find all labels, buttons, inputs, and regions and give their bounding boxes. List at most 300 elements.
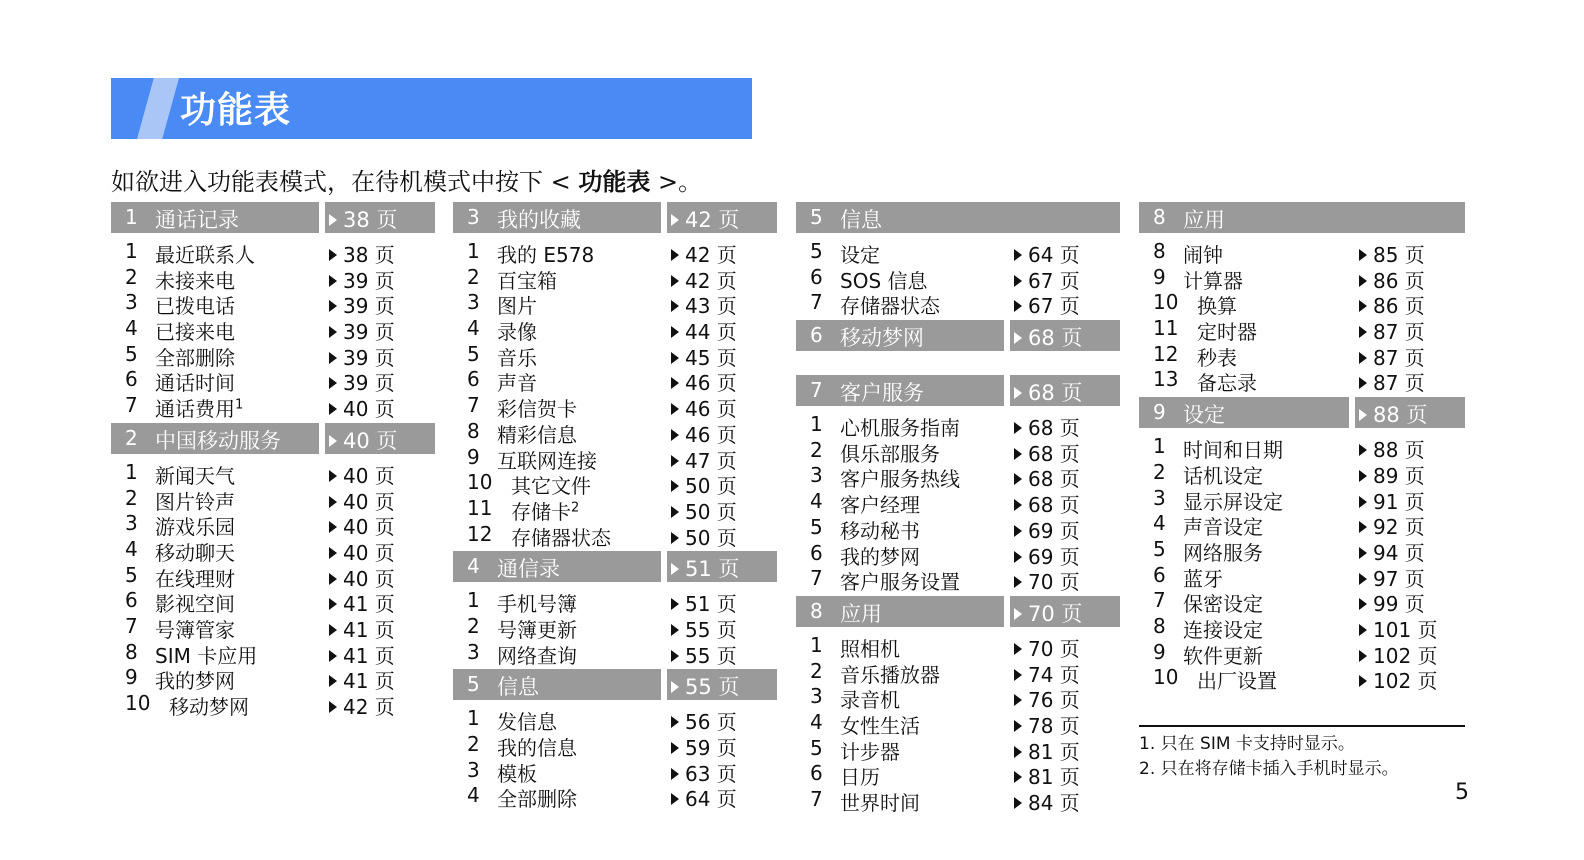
item-number: 4 <box>810 709 823 734</box>
menu-item <box>453 290 777 319</box>
item-label: 换算 <box>1197 294 1237 319</box>
item-number: 7 <box>467 393 480 418</box>
item-number: 3 <box>125 511 138 536</box>
item-page: 40 页 <box>329 460 395 489</box>
arrow-right-icon <box>329 300 337 312</box>
item-number: 2 <box>467 613 480 638</box>
menu-item <box>453 367 777 396</box>
arrow-right-icon <box>1014 669 1022 681</box>
section-page: 68 页 <box>1014 322 1082 352</box>
arrow-right-icon <box>671 650 679 662</box>
item-page: 102 页 <box>1359 640 1438 669</box>
item-number: 12 <box>1153 341 1179 366</box>
arrow-right-icon <box>671 300 679 312</box>
arrow-right-icon <box>1359 650 1367 662</box>
arrow-right-icon <box>329 496 337 508</box>
section-header <box>1139 397 1465 428</box>
section-title: 通话记录 <box>155 208 239 232</box>
item-number: 4 <box>810 489 823 514</box>
menu-item <box>111 691 435 717</box>
item-number: 6 <box>1153 562 1166 587</box>
item-number: 5 <box>810 735 823 760</box>
item-label: 出厂设置 <box>1197 669 1277 694</box>
arrow-right-icon <box>329 214 337 226</box>
section-number: 8 <box>1153 205 1166 229</box>
section-title: 应用 <box>1183 208 1225 232</box>
arrow-right-icon <box>671 506 679 518</box>
item-label: 蓝牙 <box>1183 566 1223 591</box>
menu-item <box>453 239 777 265</box>
section-number: 8 <box>810 598 823 623</box>
section-page: 70 页 <box>1014 598 1082 628</box>
menu-item <box>453 588 777 617</box>
section-title: 应用 <box>840 601 882 626</box>
item-label: 存储器状态 <box>840 294 940 319</box>
item-label: 设定 <box>840 243 880 267</box>
item-label: 女性生活 <box>840 713 920 738</box>
item-page: 41 页 <box>329 588 395 617</box>
item-label: 图片铃声 <box>155 489 235 514</box>
item-page: 40 页 <box>329 537 395 566</box>
item-label: 图片 <box>497 294 537 319</box>
item-page: 78 页 <box>1014 710 1080 739</box>
item-number: 2 <box>810 658 823 683</box>
menu-item <box>111 563 435 589</box>
item-label: 备忘录 <box>1197 371 1257 396</box>
item-number: 10 <box>1153 290 1179 315</box>
item-number: 7 <box>1153 588 1166 613</box>
menu-item <box>796 684 1120 713</box>
item-page: 39 页 <box>329 316 395 345</box>
menu-item <box>111 342 435 368</box>
arrow-right-icon <box>671 768 679 780</box>
arrow-right-icon <box>1014 249 1022 261</box>
section-number: 3 <box>467 205 480 229</box>
item-page: 76 页 <box>1014 684 1080 713</box>
arrow-right-icon <box>671 403 679 415</box>
item-page: 38 页 <box>329 239 395 268</box>
item-page: 55 页 <box>671 614 737 643</box>
item-label: 精彩信息 <box>497 422 577 447</box>
item-label: 存储卡$^2$ <box>511 499 580 524</box>
item-number: 2 <box>125 264 138 289</box>
item-page: 40 页 <box>329 511 395 540</box>
item-page: 68 页 <box>1014 489 1080 518</box>
item-label: 时间和日期 <box>1183 438 1283 463</box>
section-page: 55 页 <box>671 671 739 701</box>
arrow-right-icon <box>1014 499 1022 511</box>
menu-column-2 <box>453 202 777 813</box>
section-title: 通信录 <box>497 557 560 582</box>
item-page: 64 页 <box>671 783 737 812</box>
item-page: 43 页 <box>671 290 737 319</box>
item-label: 全部删除 <box>155 345 235 370</box>
menu-item <box>453 316 777 345</box>
menu-item <box>1139 434 1465 463</box>
item-page: 87 页 <box>1359 367 1425 396</box>
item-page: 68 页 <box>1014 463 1080 492</box>
item-label: 号簿更新 <box>497 617 577 642</box>
item-number: 1 <box>1153 434 1166 459</box>
arrow-right-icon <box>329 275 337 287</box>
item-page: 86 页 <box>1359 265 1425 294</box>
arrow-right-icon <box>329 547 337 559</box>
item-number: 8 <box>1153 613 1166 638</box>
arrow-right-icon <box>1014 448 1022 460</box>
menu-item <box>453 445 777 471</box>
item-number: 3 <box>1153 485 1166 510</box>
menu-item <box>796 489 1120 518</box>
item-number: 1 <box>467 239 480 263</box>
item-page: 97 页 <box>1359 563 1425 592</box>
section-header <box>796 202 1120 233</box>
item-label: 客户服务热线 <box>840 467 960 492</box>
item-number: 2 <box>467 264 480 289</box>
item-label: 手机号簿 <box>497 592 577 617</box>
menu-item <box>111 640 435 666</box>
item-label: 存储器状态 <box>511 525 611 550</box>
item-label: 音乐播放器 <box>840 662 940 687</box>
section-header <box>1139 202 1465 233</box>
section-header <box>796 320 1120 351</box>
page-title: 功能表 <box>180 90 292 131</box>
item-page: 84 页 <box>1014 787 1080 816</box>
item-page: 39 页 <box>329 342 395 371</box>
arrow-right-icon <box>329 650 337 662</box>
menu-item <box>453 393 777 422</box>
arrow-right-icon <box>671 624 679 636</box>
footnote-2: 2. 只在将存储卡插入手机时显示。 <box>1139 759 1399 779</box>
item-number: 6 <box>467 367 480 392</box>
arrow-right-icon <box>671 377 679 389</box>
arrow-right-icon <box>1359 377 1367 389</box>
item-number: 1 <box>467 588 480 613</box>
item-number: 3 <box>810 684 823 709</box>
item-label: 已拨电话 <box>155 294 235 319</box>
item-label: 客户服务设置 <box>840 570 960 595</box>
arrow-right-icon <box>329 377 337 389</box>
item-label: 发信息 <box>497 710 557 735</box>
item-label: 计步器 <box>840 739 900 764</box>
intro-key: 功能表 <box>578 168 651 196</box>
item-label: 定时器 <box>1197 320 1257 345</box>
arrow-right-icon <box>671 214 679 226</box>
item-label: 网络查询 <box>497 643 577 668</box>
item-number: 6 <box>810 761 823 786</box>
section-number: 5 <box>467 672 480 697</box>
item-label: 其它文件 <box>511 474 591 499</box>
arrow-right-icon <box>671 275 679 287</box>
menu-item <box>111 367 435 396</box>
arrow-right-icon <box>1014 300 1022 312</box>
item-page: 99 页 <box>1359 588 1425 617</box>
item-label: 保密设定 <box>1183 592 1263 617</box>
menu-item <box>111 290 435 319</box>
intro-text <box>111 162 702 197</box>
item-page: 40 页 <box>329 563 395 592</box>
item-page: 50 页 <box>671 496 737 525</box>
item-number: 7 <box>125 613 138 638</box>
arrow-right-icon <box>329 403 337 415</box>
item-number: 1 <box>810 412 823 437</box>
arrow-right-icon <box>1359 300 1367 312</box>
menu-item <box>453 732 777 758</box>
arrow-right-icon <box>329 249 337 261</box>
arrow-right-icon <box>1359 598 1367 610</box>
item-label: 世界时间 <box>840 791 920 815</box>
section-title: 我的收藏 <box>497 208 581 232</box>
menu-item <box>453 419 777 445</box>
item-label: 移动秘书 <box>840 518 920 543</box>
menu-item <box>453 614 777 640</box>
arrow-right-icon <box>1014 771 1022 783</box>
section-page: 68 页 <box>1014 377 1082 407</box>
item-number: 10 <box>467 470 493 495</box>
item-number: 3 <box>125 290 138 315</box>
item-page: 42 页 <box>329 691 395 720</box>
menu-item <box>796 515 1120 541</box>
item-page: 39 页 <box>329 265 395 294</box>
footnote-marker: 2 <box>571 500 580 516</box>
item-number: 6 <box>810 540 823 565</box>
arrow-right-icon <box>1014 746 1022 758</box>
item-page: 39 页 <box>329 290 395 319</box>
menu-item <box>453 342 777 368</box>
item-number: 6 <box>125 588 138 613</box>
item-label: 号簿管家 <box>155 617 235 642</box>
footnote-rule <box>1139 725 1465 727</box>
menu-item <box>111 265 435 291</box>
item-page: 64 页 <box>1014 239 1080 268</box>
arrow-right-icon <box>1359 470 1367 482</box>
item-page: 55 页 <box>671 640 737 669</box>
item-label: 通话费用$^1$ <box>155 397 244 422</box>
menu-item <box>453 706 777 735</box>
item-label: 在线理财 <box>155 566 235 591</box>
section-number: 4 <box>467 554 480 579</box>
menu-item <box>796 566 1120 595</box>
item-label: 计算器 <box>1183 268 1243 293</box>
item-number: 3 <box>467 639 480 664</box>
arrow-right-icon <box>1014 797 1022 809</box>
item-page: 70 页 <box>1014 566 1080 595</box>
arrow-right-icon <box>671 598 679 610</box>
item-label: 通话时间 <box>155 371 235 396</box>
item-page: 46 页 <box>671 367 737 396</box>
item-page: 89 页 <box>1359 460 1425 489</box>
menu-item <box>111 460 435 486</box>
item-number: 8 <box>125 639 138 664</box>
item-label: 俱乐部服务 <box>840 441 940 466</box>
arrow-right-icon <box>1359 675 1367 687</box>
section-page: 40 页 <box>329 425 397 455</box>
section-header <box>453 202 777 233</box>
section-title: 信息 <box>497 675 539 700</box>
item-number: 1 <box>467 706 480 731</box>
section-page: 38 页 <box>329 204 397 234</box>
item-number: 1 <box>125 239 138 263</box>
footnotes <box>1139 725 1465 779</box>
menu-item <box>1139 342 1465 368</box>
item-label: 新闻天气 <box>155 463 235 488</box>
item-label: 最近联系人 <box>155 243 255 267</box>
intro-after: >。 <box>650 168 703 196</box>
arrow-right-icon <box>671 716 679 728</box>
arrow-right-icon <box>671 742 679 754</box>
menu-item <box>796 633 1120 659</box>
arrow-right-icon <box>329 521 337 533</box>
section-header-bar <box>796 596 1004 627</box>
item-number: 7 <box>810 787 823 811</box>
item-label: 我的梦网 <box>840 544 920 569</box>
item-page: 86 页 <box>1359 290 1425 319</box>
item-number: 4 <box>467 783 480 808</box>
item-page: 101 页 <box>1359 614 1438 643</box>
section-page: 88 页 <box>1359 399 1427 429</box>
arrow-right-icon <box>1014 387 1022 399</box>
item-label: 录音机 <box>840 688 900 713</box>
arrow-right-icon <box>1359 496 1367 508</box>
menu-item <box>796 412 1120 441</box>
item-number: 2 <box>467 732 480 756</box>
menu-item <box>1139 265 1465 291</box>
arrow-right-icon <box>1014 422 1022 434</box>
item-number: 7 <box>810 290 823 315</box>
item-page: 88 页 <box>1359 434 1425 463</box>
section-header-bar <box>453 669 661 700</box>
menu-item <box>796 787 1120 813</box>
menu-item <box>1139 511 1465 540</box>
item-page: 81 页 <box>1014 736 1080 765</box>
item-page: 40 页 <box>329 486 395 515</box>
item-page: 56 页 <box>671 706 737 735</box>
arrow-right-icon <box>671 455 679 467</box>
arrow-right-icon <box>1014 525 1022 537</box>
menu-item <box>796 438 1120 464</box>
item-page: 74 页 <box>1014 659 1080 688</box>
item-page: 69 页 <box>1014 515 1080 544</box>
arrow-right-icon <box>1014 275 1022 287</box>
item-number: 3 <box>467 757 480 782</box>
arrow-right-icon <box>329 573 337 585</box>
item-number: 5 <box>810 514 823 539</box>
item-page: 85 页 <box>1359 239 1425 268</box>
item-label: 闹钟 <box>1183 243 1223 267</box>
section-title: 信息 <box>840 208 882 232</box>
item-label: 声音 <box>497 371 537 396</box>
item-number: 5 <box>125 562 138 587</box>
menu-item <box>111 588 435 617</box>
item-number: 2 <box>810 437 823 462</box>
arrow-right-icon <box>1359 352 1367 364</box>
menu-item <box>453 522 777 548</box>
item-page: 40 页 <box>329 393 395 422</box>
item-label: 照相机 <box>840 636 900 661</box>
section-title: 设定 <box>1183 403 1225 428</box>
item-label: 显示屏设定 <box>1183 489 1283 514</box>
item-number: 9 <box>125 665 138 690</box>
menu-item <box>111 511 435 540</box>
arrow-right-icon <box>1359 624 1367 636</box>
item-page: 67 页 <box>1014 290 1080 319</box>
arrow-right-icon <box>671 429 679 441</box>
menu-item <box>453 470 777 499</box>
arrow-right-icon <box>671 480 679 492</box>
arrow-right-icon <box>1359 547 1367 559</box>
item-label: 移动梦网 <box>169 695 249 719</box>
menu-item <box>453 265 777 291</box>
arrow-right-icon <box>1359 275 1367 287</box>
item-page: 47 页 <box>671 445 737 474</box>
item-page: 67 页 <box>1014 265 1080 294</box>
arrow-right-icon <box>329 675 337 687</box>
arrow-right-icon <box>1014 576 1022 588</box>
item-label: 录像 <box>497 320 537 345</box>
menu-item <box>453 640 777 666</box>
item-label: 网络服务 <box>1183 540 1263 565</box>
menu-item <box>1139 486 1465 512</box>
item-number: 5 <box>1153 536 1166 561</box>
item-number: 2 <box>125 485 138 510</box>
item-page: 41 页 <box>329 614 395 643</box>
item-number: 11 <box>1153 316 1179 341</box>
item-number: 3 <box>810 463 823 488</box>
item-label: SIM 卡应用 <box>155 643 258 668</box>
intro-before: 如欲进入功能表模式，在待机模式中按下 < <box>111 168 579 196</box>
item-page: 50 页 <box>671 470 737 499</box>
item-label: 我的 E578 <box>497 243 595 267</box>
item-label: 软件更新 <box>1183 643 1263 668</box>
item-page: 51 页 <box>671 588 737 617</box>
item-page: 91 页 <box>1359 486 1425 515</box>
arrow-right-icon <box>329 435 337 447</box>
menu-item <box>111 665 435 694</box>
menu-item <box>111 537 435 563</box>
item-page: 46 页 <box>671 419 737 448</box>
menu-item <box>111 486 435 512</box>
menu-column-3 <box>796 202 1120 817</box>
menu-item <box>796 659 1120 685</box>
menu-item <box>796 463 1120 492</box>
item-number: 2 <box>1153 459 1166 484</box>
menu-item <box>796 265 1120 291</box>
item-page: 102 页 <box>1359 665 1438 694</box>
arrow-right-icon <box>1359 409 1367 421</box>
section-page: 51 页 <box>671 553 739 583</box>
arrow-right-icon <box>329 701 337 713</box>
section-header <box>453 551 777 582</box>
menu-item <box>1139 316 1465 345</box>
item-label: 我的梦网 <box>155 669 235 694</box>
item-number: 7 <box>125 393 138 418</box>
menu-item <box>1139 563 1465 589</box>
item-label: 已接来电 <box>155 320 235 345</box>
item-number: 10 <box>1153 665 1179 690</box>
footnote-1: 1. 只在 SIM 卡支持时显示。 <box>1139 734 1355 754</box>
item-page: 94 页 <box>1359 537 1425 566</box>
item-page: 39 页 <box>329 367 395 396</box>
menu-item <box>796 710 1120 736</box>
section-title: 移动梦网 <box>840 326 924 351</box>
item-label: 声音设定 <box>1183 515 1263 540</box>
arrow-right-icon <box>1359 573 1367 585</box>
page-number: 5 <box>1455 780 1469 805</box>
item-label: 百宝箱 <box>497 268 557 293</box>
arrow-right-icon <box>671 793 679 805</box>
item-page: 44 页 <box>671 316 737 345</box>
section-number: 7 <box>810 378 823 403</box>
item-label: 游戏乐园 <box>155 515 235 540</box>
